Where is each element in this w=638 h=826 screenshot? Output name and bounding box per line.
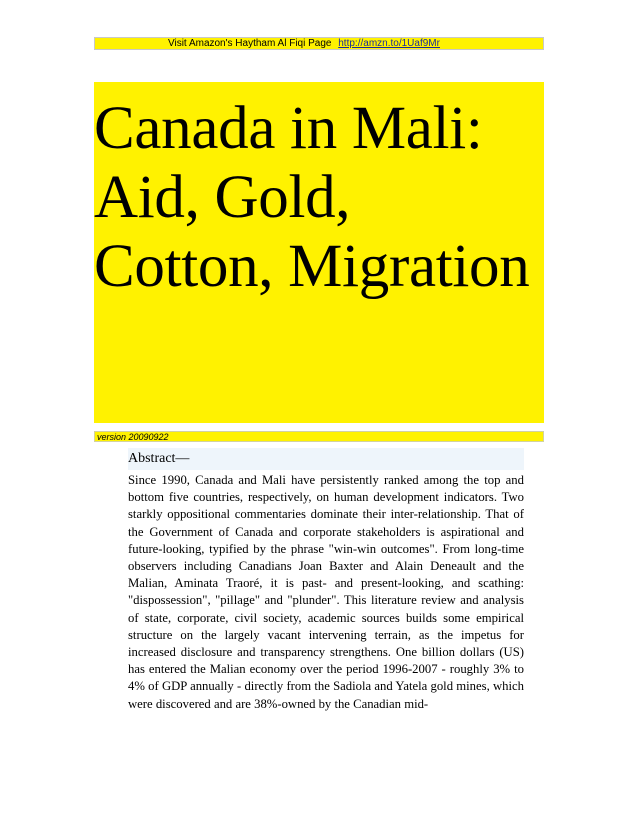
amazon-promo-text: Visit Amazon's Haytham Al Fiqi Page <box>168 38 332 49</box>
abstract-text: Since 1990, Canada and Mali have persistently ranked among the top and bottom five countries, respectively, on human development indicators. Two starkly oppositional commentaries dominate their inter-relationship. That of the Government of Canada and corporate stakeholders is aspirational and future-looking, typified by the phrase "win-win outcomes". From long-time observers including Canadians Joan Baxter and Alain Deneault and the Malian, Aminata Traoré, it is past- and present-looking, and scathing: "dispossession", "pillage" and "plunder". This literature review and analysis of state, corporate, civil society, academic sources builds some empirical structure on the largely vacant intervening terrain, as the impetus for increased disclosure and transparency strengthens. One billion dollars (US) has entered the Malian economy over the period 1996-2007 - roughly 3% to 4% of GDP annually - directly from the Sadiola and Yatela gold mines, which were discovered and are 38%-owned by the Canadian mid- <box>128 473 524 711</box>
amazon-promo <box>168 38 440 49</box>
abstract-heading: Abstract— <box>128 448 524 470</box>
title-block <box>94 82 544 423</box>
document-title: Canada in Mali: Aid, Gold, Cotton, Migration <box>94 95 530 300</box>
amazon-promo-bar <box>94 37 544 50</box>
amazon-link[interactable]: http://amzn.to/1Uaf9Mr <box>338 38 440 49</box>
version-label: version 20090922 <box>94 431 544 442</box>
